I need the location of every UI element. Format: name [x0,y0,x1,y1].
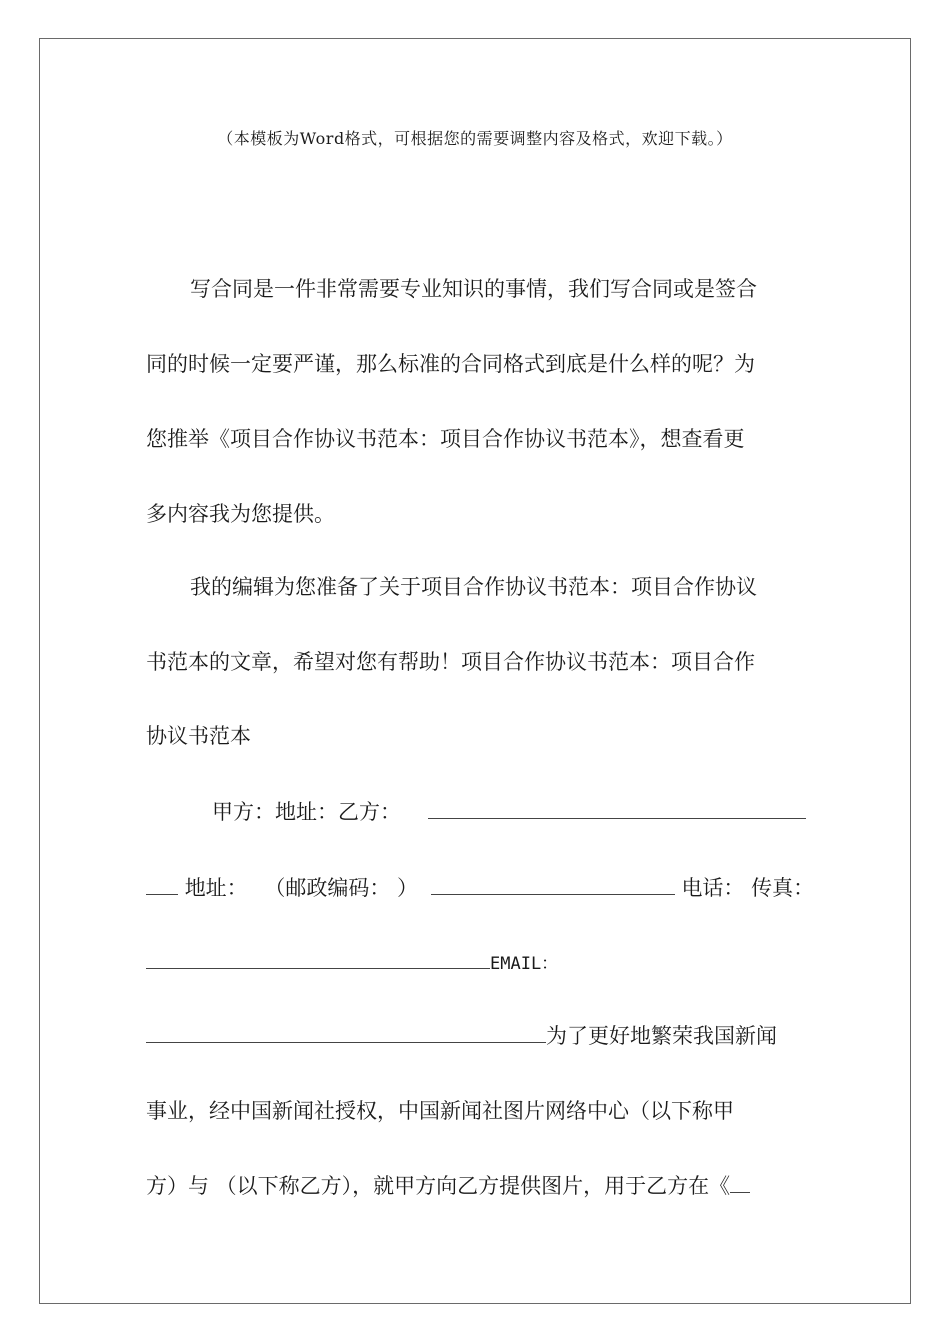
template-note: （本模板为Word格式，可根据您的需要调整内容及格式，欢迎下载。） [217,129,733,148]
email-label: EMAIL： [490,954,559,974]
intro-paragraph-line: 同的时候一定要严谨，那么标准的合同格式到底是什么样的呢？为 [146,352,755,376]
intro-paragraph-line: 多内容我为您提供。 [146,502,335,526]
title-blank-underline [730,1174,750,1193]
editor-paragraph-line: 协议书范本 [146,724,251,748]
address-label: 地址： [184,876,248,900]
postal-code-label: （邮政编码： ） [264,876,419,900]
intro-paragraph-line: 写合同是一件非常需要专业知识的事情，我们写合同或是签合 [190,277,757,301]
purpose-line [146,1022,806,1050]
phone-fax-label: 电话： 传真： [681,876,815,900]
editor-paragraph-line: 书范本的文章，希望对您有帮助！项目合作协议书范本：项目合作 [146,650,755,674]
purpose-text: 为了更好地繁荣我国新闻 [546,1024,777,1048]
editor-paragraph-line: 我的编辑为您准备了关于项目合作协议书范本：项目合作协议 [190,575,757,599]
party-blank-underline [428,800,806,819]
intro-paragraph-line: 您推举《项目合作协议书范本：项目合作协议书范本》，想查看更 [146,427,745,451]
purpose-blank-underline [146,1024,546,1043]
postal-blank-underline [431,876,675,895]
party-info-line [146,798,872,826]
party-a-label: 甲方：地址：乙方： [212,800,401,824]
purpose-text: 方）与 （以下称乙方），就甲方向乙方提供图片，用于乙方在《 [146,1174,731,1198]
purpose-paragraph-line: 事业，经中国新闻社授权，中国新闻社图片网络中心（以下称甲 [146,1099,734,1123]
email-line [146,948,806,978]
party-address-line [146,874,815,902]
purpose-paragraph-line [146,1172,806,1200]
address-blank-underline [146,876,178,895]
email-blank-underline [146,950,490,969]
